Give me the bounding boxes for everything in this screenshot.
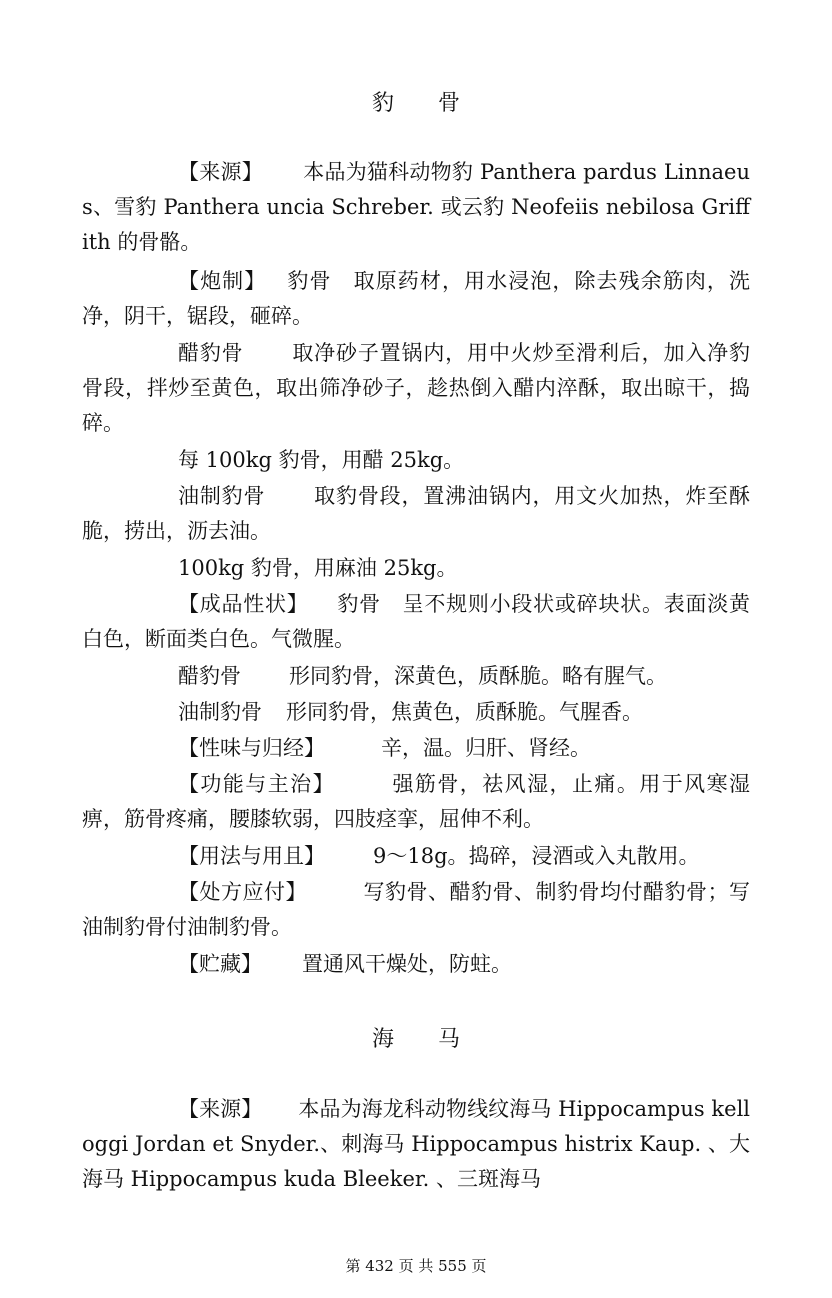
title-vinegar-leopard-bone: 醋豹骨 bbox=[178, 341, 244, 365]
paragraph-nature bbox=[82, 731, 750, 766]
paragraph-seahorse-source bbox=[82, 1092, 750, 1197]
paragraph-trait-vinegar bbox=[82, 659, 750, 694]
paragraph-source bbox=[82, 155, 750, 260]
text-oil-processing: 取豹骨段，置沸油锅内，用文火加热，炸至酥脆，捞出，沥去油。 bbox=[82, 484, 751, 543]
paragraph-usage bbox=[82, 839, 750, 874]
page-footer: 第 432 页 共 555 页 bbox=[345, 1257, 487, 1275]
title-oil-leopard-bone: 油制豹骨 bbox=[178, 484, 266, 508]
label-source: 【来源】 bbox=[178, 160, 263, 184]
paragraph-oil-ratio: 100kg 豹骨，用麻油 25kg。 bbox=[178, 556, 458, 580]
text-nature: 辛，温。归肝、肾经。 bbox=[381, 736, 591, 760]
label-function: 【功能与主治】 bbox=[178, 772, 336, 796]
label-seahorse-source: 【来源】 bbox=[178, 1097, 263, 1121]
section-title-seahorse: 海 马 bbox=[371, 1027, 460, 1052]
text-prescription: 写豹骨、醋豹骨、制豹骨均付醋豹骨；写油制豹骨付油制豹骨。 bbox=[82, 880, 750, 939]
paragraph-storage bbox=[82, 947, 750, 982]
title-trait-vinegar: 醋豹骨 bbox=[178, 664, 241, 688]
text-storage: 置通风干燥处，防蛀。 bbox=[302, 952, 512, 976]
label-prescription: 【处方应付】 bbox=[178, 880, 307, 904]
text-usage: 9～18g。捣碎，浸酒或入丸散用。 bbox=[373, 844, 700, 868]
paragraph-vinegar-ratio: 每 100kg 豹骨，用醋 25kg。 bbox=[178, 448, 465, 472]
title-trait-oil: 油制豹骨 bbox=[178, 700, 262, 724]
text-processing: 豹骨 取原药材，用水浸泡，除去残余筋肉，洗净，阴干，锯段，砸碎。 bbox=[82, 269, 751, 328]
paragraph-prescription bbox=[82, 875, 750, 945]
text-seahorse-source: 本品为海龙科动物线纹海马 Hippocampus kelloggi Jordan et Snyder.、刺海马 Hippocampus histrix Kaup. 、大海马 Hippocampus kuda Bleeker. 、三斑海马 bbox=[82, 1097, 751, 1191]
text-trait-oil: 形同豹骨，焦黄色，质酥脆。气腥香。 bbox=[286, 700, 643, 724]
paragraph-vinegar-processing bbox=[82, 336, 750, 441]
section-title-leopard-bone: 豹 骨 bbox=[371, 91, 460, 116]
text-source: 本品为猫科动物豹 Panthera pardus Linnaeus、雪豹 Panthera uncia Schreber. 或云豹 Neofeiis nebilosa Griffith 的骨骼。 bbox=[82, 160, 751, 254]
text-traits: 豹骨 呈不规则小段状或碎块状。表面淡黄白色，断面类白色。气微腥。 bbox=[82, 592, 751, 651]
paragraph-traits bbox=[82, 587, 750, 657]
paragraph-processing bbox=[82, 264, 750, 334]
label-nature: 【性味与归经】 bbox=[178, 736, 325, 760]
paragraph-function bbox=[82, 767, 750, 837]
text-function: 强筋骨，祛风湿，止痛。用于风寒湿痹，筋骨疼痛，腰膝软弱，四肢痉挛，屈伸不利。 bbox=[82, 772, 751, 831]
label-usage: 【用法与用且】 bbox=[178, 844, 325, 868]
text-vinegar-processing: 取净砂子置锅内，用中火炒至滑利后，加入净豹骨段，拌炒至黄色，取出筛净砂子，趁热倒入醋内淬酥，取出晾干，捣碎。 bbox=[82, 341, 750, 435]
text-trait-vinegar: 形同豹骨，深黄色，质酥脆。略有腥气。 bbox=[289, 664, 667, 688]
label-processing: 【炮制】 bbox=[178, 269, 267, 293]
paragraph-trait-oil bbox=[82, 695, 750, 730]
label-storage: 【贮藏】 bbox=[178, 952, 262, 976]
paragraph-oil-processing bbox=[82, 479, 750, 549]
label-traits: 【成品性状】 bbox=[178, 592, 309, 616]
